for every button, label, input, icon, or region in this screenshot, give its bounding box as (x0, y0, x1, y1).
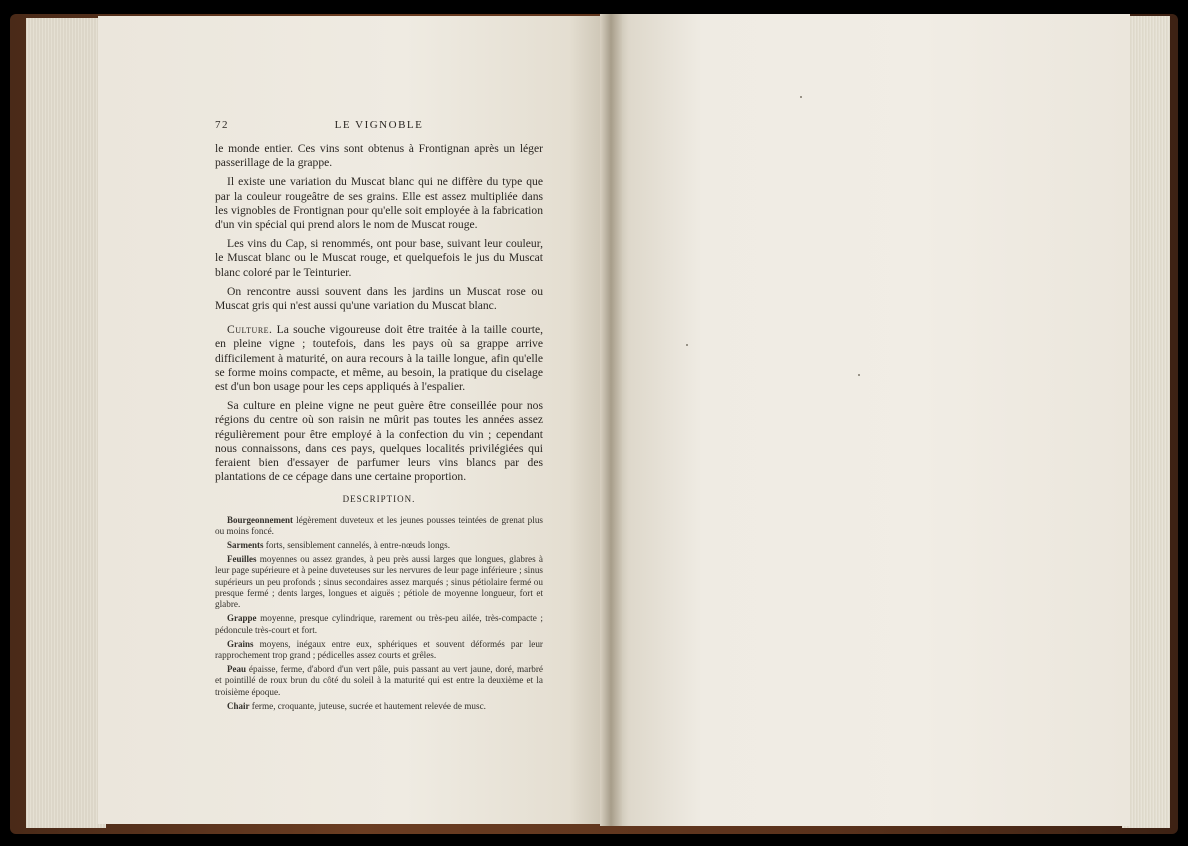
description-text: ferme, croquante, juteuse, sucrée et hautement relevée de musc. (249, 700, 486, 711)
paragraph: Il existe une variation du Muscat blanc qui ne diffère du type que par la couleur rougeâtre de ses grains. Elle est assez multipliée dans les vignobles de Frontignan pour qu'elle soit employée à la fabrication d'un vin spécial qui prend alors le nom de Muscat rouge. (215, 175, 543, 232)
book-title: LE VIGNOBLE (334, 119, 424, 131)
paper-speck (858, 374, 860, 376)
description-item (215, 701, 543, 712)
description-text: moyens, inégaux entre eux, sphériques et souvent déformés par leur rapprochement trop grand ; pédicelles assez courts et grêles. (215, 638, 543, 660)
description-term: Sarments (227, 540, 264, 551)
description-item (215, 613, 543, 635)
page-number: 72 (215, 119, 229, 131)
description-item (215, 540, 543, 551)
culture-paragraph (215, 323, 543, 394)
description-text: forts, sensiblement cannelés, à entre-nœuds longs. (263, 540, 451, 551)
book-gutter (600, 14, 622, 826)
description-text: légèrement duveteux et les jeunes pousses teintées de grenat plus ou moins foncé. (215, 514, 543, 536)
description-text: moyenne, presque cylindrique, rarement ou très-peu ailée, très-compacte ; pédoncule très-court et fort. (215, 613, 543, 635)
running-head (215, 118, 543, 134)
paragraph: Sa culture en pleine vigne ne peut guère être conseillée pour nos régions du centre où son raisin ne mûrit pas toutes les années assez régulièrement pour être employé à la confection du vin ; cependant nous connaissons, dans ces pays, quelques localités privilégiées qui feraient bien d'essayer de parfumer leurs vins blancs par des plantations de ce cépage dans une certaine proportion. (215, 399, 543, 484)
description-term: Chair (227, 700, 250, 711)
description-term: Grappe (227, 613, 257, 624)
description-text: moyennes ou assez grandes, à peu près aussi larges que longues, glabres à leur page supérieure et à peine duveteuses sur les nervures de leur page inférieure ; sinus supérieurs un peu profonds ; sinus secondaires assez marqués ; sinus pétiolaire fermé ou presque fermé ; dents larges, longues et aiguës ; pétiole de moyenne longueur, fort et glabre. (215, 554, 543, 610)
culture-text: La souche vigoureuse doit être traitée à la taille courte, en pleine vigne ; toutefois, dans les pays où sa grappe arrive difficilement à maturité, on aura recours à la taille longue, afin qu'elle se forme moins compacte, et même, au besoin, la pratique du ciselage est d'un bon usage pour les ceps appliqués à l'espalier. (215, 323, 543, 394)
left-page-edges (26, 18, 106, 828)
paper-speck (686, 344, 688, 346)
paragraph: le monde entier. Ces vins sont obtenus à Frontignan après un léger passerillage de la grappe. (215, 142, 543, 170)
description-item (215, 639, 543, 661)
right-page-blank (608, 14, 1130, 826)
description-term: Feuilles (227, 554, 257, 565)
description-heading: DESCRIPTION. (342, 494, 416, 505)
paper-speck (800, 96, 802, 98)
description-term: Grains (227, 638, 254, 649)
culture-label: Culture. (227, 323, 273, 337)
paragraph: Les vins du Cap, si renommés, ont pour base, suivant leur couleur, le Muscat blanc ou le Muscat rouge, et quelquefois le jus du Muscat blanc coloré par le Teinturier. (215, 237, 543, 279)
description-term: Bourgeonnement (227, 514, 293, 525)
description-term: Peau (227, 664, 246, 675)
description-item (215, 554, 543, 610)
description-item (215, 664, 543, 698)
description-text: épaisse, ferme, d'abord d'un vert pâle, puis passant au vert jaune, doré, marbré et pointillé de roux brun du côté du soleil à la maturité qui est entre la deuxième et la troisième époque. (215, 664, 543, 697)
paragraph: On rencontre aussi souvent dans les jardins un Muscat rose ou Muscat gris qui n'est aussi qu'une variation du Muscat blanc. (215, 284, 543, 313)
page-text (215, 118, 543, 715)
description-item (215, 515, 543, 537)
